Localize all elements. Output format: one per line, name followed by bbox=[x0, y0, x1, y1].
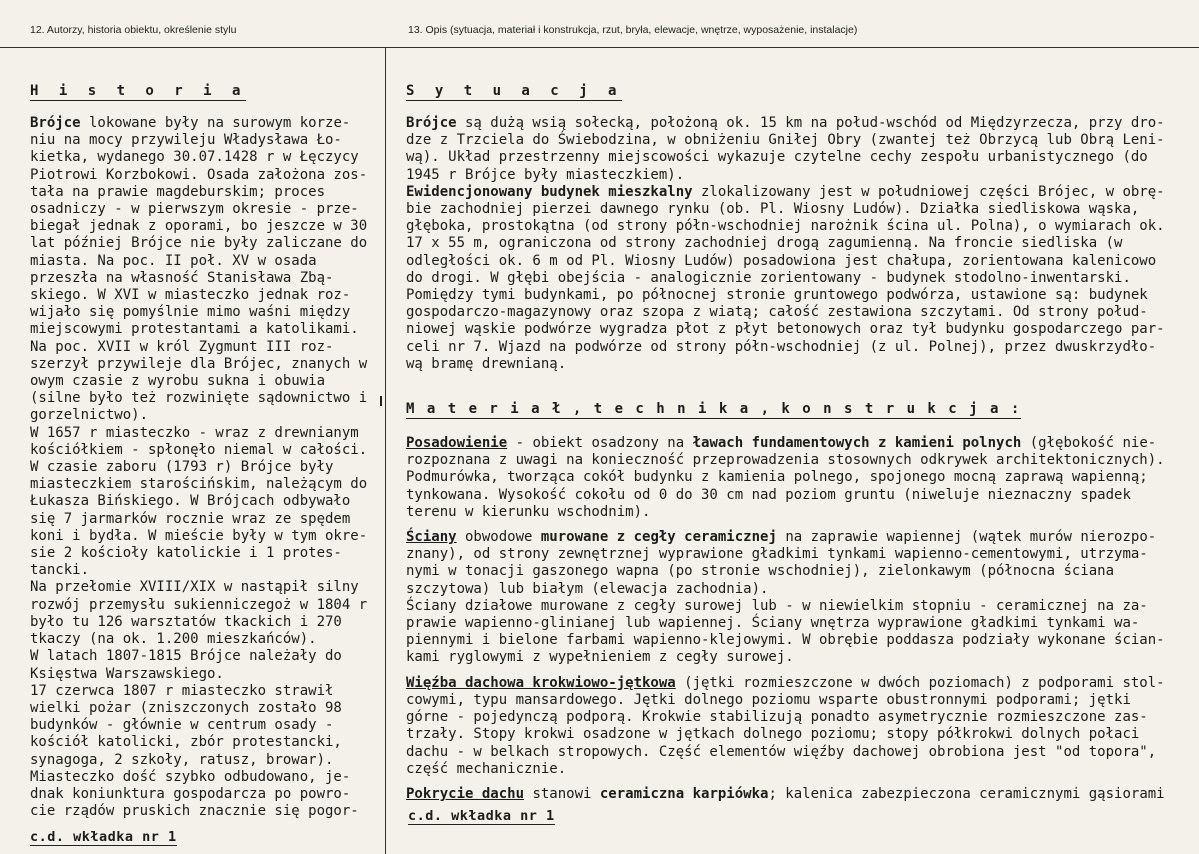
history-line: się 7 jarmarków rocznie wraz ze spędem bbox=[30, 510, 351, 527]
wiezba-lead: Więźba dachowa krokwiowo-jętkowa bbox=[406, 674, 676, 691]
posadowienie-line: rozpoznana z uwagi na konieczność przeprowadzenia stosownych odkrywek architektonicznych). bbox=[406, 452, 1165, 469]
sciany-lead: Ściany bbox=[406, 529, 457, 546]
pokrycie-mid: stanowi bbox=[524, 785, 600, 802]
budynek-line: Pomiędzy tymi budynkami, po północnej stronie gruntowego podwórza, ustawione są: budynek bbox=[406, 287, 1148, 304]
sciany-bold: murowane z cegły ceramicznej bbox=[540, 529, 777, 546]
history-line: wielki pożar (zniszczonych zostało 98 bbox=[30, 699, 342, 716]
description-column bbox=[406, 80, 1176, 803]
posadowienie-line: tynkowana. Wysokość cokołu od 0 do 30 cm nad poziom gruntu (niweluje nieznaczny spadek bbox=[406, 486, 1131, 503]
left-continuation-note: c.d. wkładka nr 1 bbox=[30, 829, 177, 845]
history-line: skiego. W XVI w miasteczko jednak roz- bbox=[30, 287, 351, 304]
history-line: wijało się pomyślnie mimo waśni między bbox=[30, 304, 351, 321]
history-line: miasteczkiem starościńskim, należącym do bbox=[30, 476, 368, 493]
history-line: dnak koniunktura gospodarcza po powro- bbox=[30, 785, 351, 802]
sytuacja-title: S y t u a c j a bbox=[406, 83, 623, 99]
history-line: miejscowymi protestantami a katolikami. bbox=[30, 321, 359, 338]
wiezba-line: cowymi, typu mansardowego. Jętki dolnego poziomu wsparte obustronnymi podporami; jętki bbox=[406, 691, 1131, 708]
sytuacja-line: dze z Trzciela do Świebodzina, w obniżeniu Gniłej Obry (zwantej też Obrzycą lub Obrą Leni- bbox=[406, 132, 1165, 149]
pokrycie-bold: ceramiczna karpiówka bbox=[599, 785, 769, 802]
sciany-line: szczytowa) lub białym (elewacja zachodnia). bbox=[406, 580, 769, 597]
sciany-line: na zaprawie wapiennej (wątek murów nierozpo- bbox=[776, 529, 1157, 546]
history-line: Księstwa Warszawskiego. bbox=[30, 665, 224, 682]
history-line: Piotrowi Korzbokowi. Osada założona zos- bbox=[30, 166, 368, 183]
material-title: M a t e r i a ł , t e c h n i k a , k o n s t r u k c j a : bbox=[406, 401, 1022, 418]
history-line: budynków - głównie w centrum osady - bbox=[30, 717, 334, 734]
history-lead: Brójce bbox=[30, 115, 81, 131]
sciany-text bbox=[406, 529, 1176, 667]
wiezba-line: trzały. Stopy krokwi osadzone w jętkach dolnego poziomu; stopy półkrokwi dolnych połaci bbox=[406, 726, 1140, 743]
sytuacja-text bbox=[406, 115, 1176, 184]
history-line: 17 czerwca 1807 r miasteczko strawił bbox=[30, 682, 334, 699]
history-line: niu na mocy przywileju Władysława Ło- bbox=[30, 132, 342, 149]
history-line: Na przełomie XVIII/XIX w nastąpił silny bbox=[30, 579, 359, 596]
history-line: miasta. Na poc. II poł. XV w osada bbox=[30, 252, 317, 269]
left-column-header: 12. Autorzy, historia obiektu, określenie stylu bbox=[30, 24, 237, 36]
column-divider bbox=[385, 47, 386, 854]
sciany-mid: obwodowe bbox=[456, 529, 541, 546]
budynek-line: wą bramę drewnianą. bbox=[406, 355, 567, 372]
history-line: kietka, wydanego 30.07.1428 r w Łęczycy bbox=[30, 149, 359, 166]
sciany-line: kami ryglowymi z wypełnieniem z cegły surowej. bbox=[406, 649, 794, 666]
budynek-lead: Ewidencjonowany budynek mieszkalny bbox=[406, 183, 693, 200]
budynek-line: 17 x 55 m, ograniczona od strony zachodniej drogą zagumienną. Na froncie siedliska (w bbox=[406, 235, 1123, 252]
pokrycie-rest: ; kalenica zabezpieczona ceramicznymi gąsiorami bbox=[768, 785, 1165, 802]
posadowienie-bold: ławach fundamentowych z kamieni polnych bbox=[692, 435, 1022, 452]
pokrycie-text bbox=[406, 786, 1176, 803]
pokrycie-lead: Pokrycie dachu bbox=[406, 785, 525, 802]
sytuacja-line: 1945 r Brójce były miasteczkiem). bbox=[406, 166, 685, 183]
history-line: tancki. bbox=[30, 562, 90, 579]
posadowienie-text bbox=[406, 435, 1176, 521]
wiezba-line: górne - pojedynczą podporą. Krokwie stabilizują ponadto asymetrycznie rozmieszczone zas- bbox=[406, 709, 1148, 726]
budynek-line: niowej wąskie podwórze wygradza płot z płyt betonowych oraz tył budynku gospodarczego par- bbox=[406, 321, 1165, 338]
sytuacja-line: są dużą wsią sołecką, położoną ok. 15 km na połud-wschód od Międzyrzecza, przy dro- bbox=[456, 115, 1165, 131]
history-line: W 1657 r miasteczko - wraz z drewnianym bbox=[30, 424, 359, 441]
history-line: W latach 1807-1815 Brójce należały do bbox=[30, 648, 342, 665]
history-line: lokowane były na surowym korze- bbox=[80, 115, 351, 131]
right-column-header: 13. Opis (sytuacja, materiał i konstrukcja, rzut, bryła, elewacje, wnętrze, wyposażenie, instalacje) bbox=[408, 24, 858, 36]
posadowienie-line: terenu w kierunku wschodnim). bbox=[406, 503, 651, 520]
history-line: synagoga, 2 szkoły, ratusz, browar). bbox=[30, 751, 334, 768]
history-line: Na poc. XVII w król Zygmunt III roz- bbox=[30, 338, 334, 355]
sciany-line: nymi w tonacji gaszonego wapna (po stronie wschodniej), zielonkawym (północna ściana bbox=[406, 563, 1115, 580]
history-line: biegał jednak z oporami, bo jeszcze w 30 bbox=[30, 218, 368, 235]
history-line: Łukasza Bińskiego. W Brójcach odbywało bbox=[30, 493, 351, 510]
history-line: tkaczy (na ok. 1.200 mieszkańców). bbox=[30, 631, 317, 648]
history-line: koni i bydła. W mieście były w tym okre- bbox=[30, 527, 368, 544]
history-line: tała na prawie magdeburskim; proces bbox=[30, 183, 326, 200]
budynek-line: odległości ok. 6 m od Pl. Wiosny Ludów) posadowiona jest chałupa, zorientowana kalenicowo bbox=[406, 252, 1157, 269]
history-line: cie rządów pruskich znacznie się pogor- bbox=[30, 803, 359, 820]
posadowienie-lead: Posadowienie bbox=[406, 435, 508, 452]
history-line: gorzelnictwo). bbox=[30, 407, 149, 424]
history-line: Miasteczko dość szybko odbudowano, je- bbox=[30, 768, 351, 785]
history-title: H i s t o r i a bbox=[30, 83, 247, 99]
sytuacja-line: wą). Układ przestrzenny miejscowości wykazuje czytelne cechy zespołu urbanistycznego (do bbox=[406, 149, 1148, 166]
header-divider bbox=[0, 47, 1199, 48]
sciany-line: Ściany działowe murowane z cegły surowej lub - w niewielkim stopniu - ceramicznej na za- bbox=[406, 597, 1148, 614]
sytuacja-lead: Brójce bbox=[406, 115, 457, 131]
right-continuation-note: c.d. wkładka nr 1 bbox=[408, 808, 555, 824]
budynek-text bbox=[406, 184, 1176, 373]
history-line: przeszła na własność Stanisława Zbą- bbox=[30, 269, 334, 286]
history-line: osadniczy - w pierwszym okresie - prze- bbox=[30, 201, 359, 218]
history-line: szerzył przywileje dla Brójec, znanych w bbox=[30, 355, 368, 372]
history-line: kościółkiem - spłonęło niemal w całości. bbox=[30, 441, 368, 458]
wiezba-line: część mechanicznie. bbox=[406, 760, 567, 777]
history-line: (silne było też rozwinięte sądownictwo i bbox=[30, 390, 368, 407]
history-line: kościół katolicki, zbór protestancki, bbox=[30, 734, 342, 751]
budynek-line: zlokalizowany jest w południowej części Brójec, w obrę- bbox=[692, 183, 1165, 200]
sciany-line: prawie wapienno-glinianej lub wapiennej. Ściany wnętrza wyprawione gładkimi tynkami wa- bbox=[406, 615, 1140, 632]
sciany-line: piennymi i bielone farbami wapienno-klejowymi. W obrębie poddasza podziały wykonane ścian- bbox=[406, 632, 1165, 649]
budynek-line: głęboka, prostokątna (od strony półn-wschodniej narożnik ścina ul. Polna), o wymiarach ok. bbox=[406, 218, 1165, 235]
posadowienie-line: (głębokość nie- bbox=[1021, 435, 1157, 452]
budynek-line: celi nr 7. Wjazd na podwórze od strony półn-wschodniej (z ul. Polnej), przez dwuskrzydło- bbox=[406, 338, 1157, 355]
posadowienie-line: Podmurówka, tworząca cokół budynku z kamienia polnego, spojonego mocną zaprawą wapienną; bbox=[406, 469, 1148, 486]
margin-mark bbox=[380, 396, 382, 406]
history-column bbox=[30, 80, 376, 820]
wiezba-text bbox=[406, 675, 1176, 778]
budynek-line: gospodarczo-magazynowy oraz szopa z wiatą; całość zestawiona szczytami. Od strony połud- bbox=[406, 304, 1148, 321]
budynek-line: bie zachodniej pierzei dawnego rynku (ob. Pl. Wiosny Ludów). Działka siedliskowa wąska, bbox=[406, 201, 1140, 218]
history-line: W czasie zaboru (1793 r) Brójce były bbox=[30, 459, 334, 476]
history-line: lat później Brójce nie były zaliczane do bbox=[30, 235, 368, 252]
history-line: rozwój przemysłu sukienniczegoż w 1804 r bbox=[30, 596, 368, 613]
history-text bbox=[30, 115, 376, 820]
posadowienie-mid: - obiekt osadzony na bbox=[507, 435, 693, 452]
history-line: było tu 126 warsztatów tkackich i 270 bbox=[30, 613, 342, 630]
history-line: owym czasie z wyrobu sukna i obuwia bbox=[30, 373, 326, 390]
sciany-line: znany), od strony zewnętrznej wyprawione gładkimi tynkami wapienno-cementowymi, utrzyma- bbox=[406, 546, 1148, 563]
history-line: sie 2 kościoły katolickie i 1 protes- bbox=[30, 545, 342, 562]
budynek-line: do drogi. W głębi obejścia - analogicznie zorientowany - budynek stodolno-inwentarski. bbox=[406, 269, 1131, 286]
wiezba-line: dachu - w belkach stropowych. Część elementów więźby dachowej obrobiona jest "od topora", bbox=[406, 743, 1157, 760]
wiezba-line: (jętki rozmieszczone w dwóch poziomach) z podporami stol- bbox=[675, 674, 1165, 691]
